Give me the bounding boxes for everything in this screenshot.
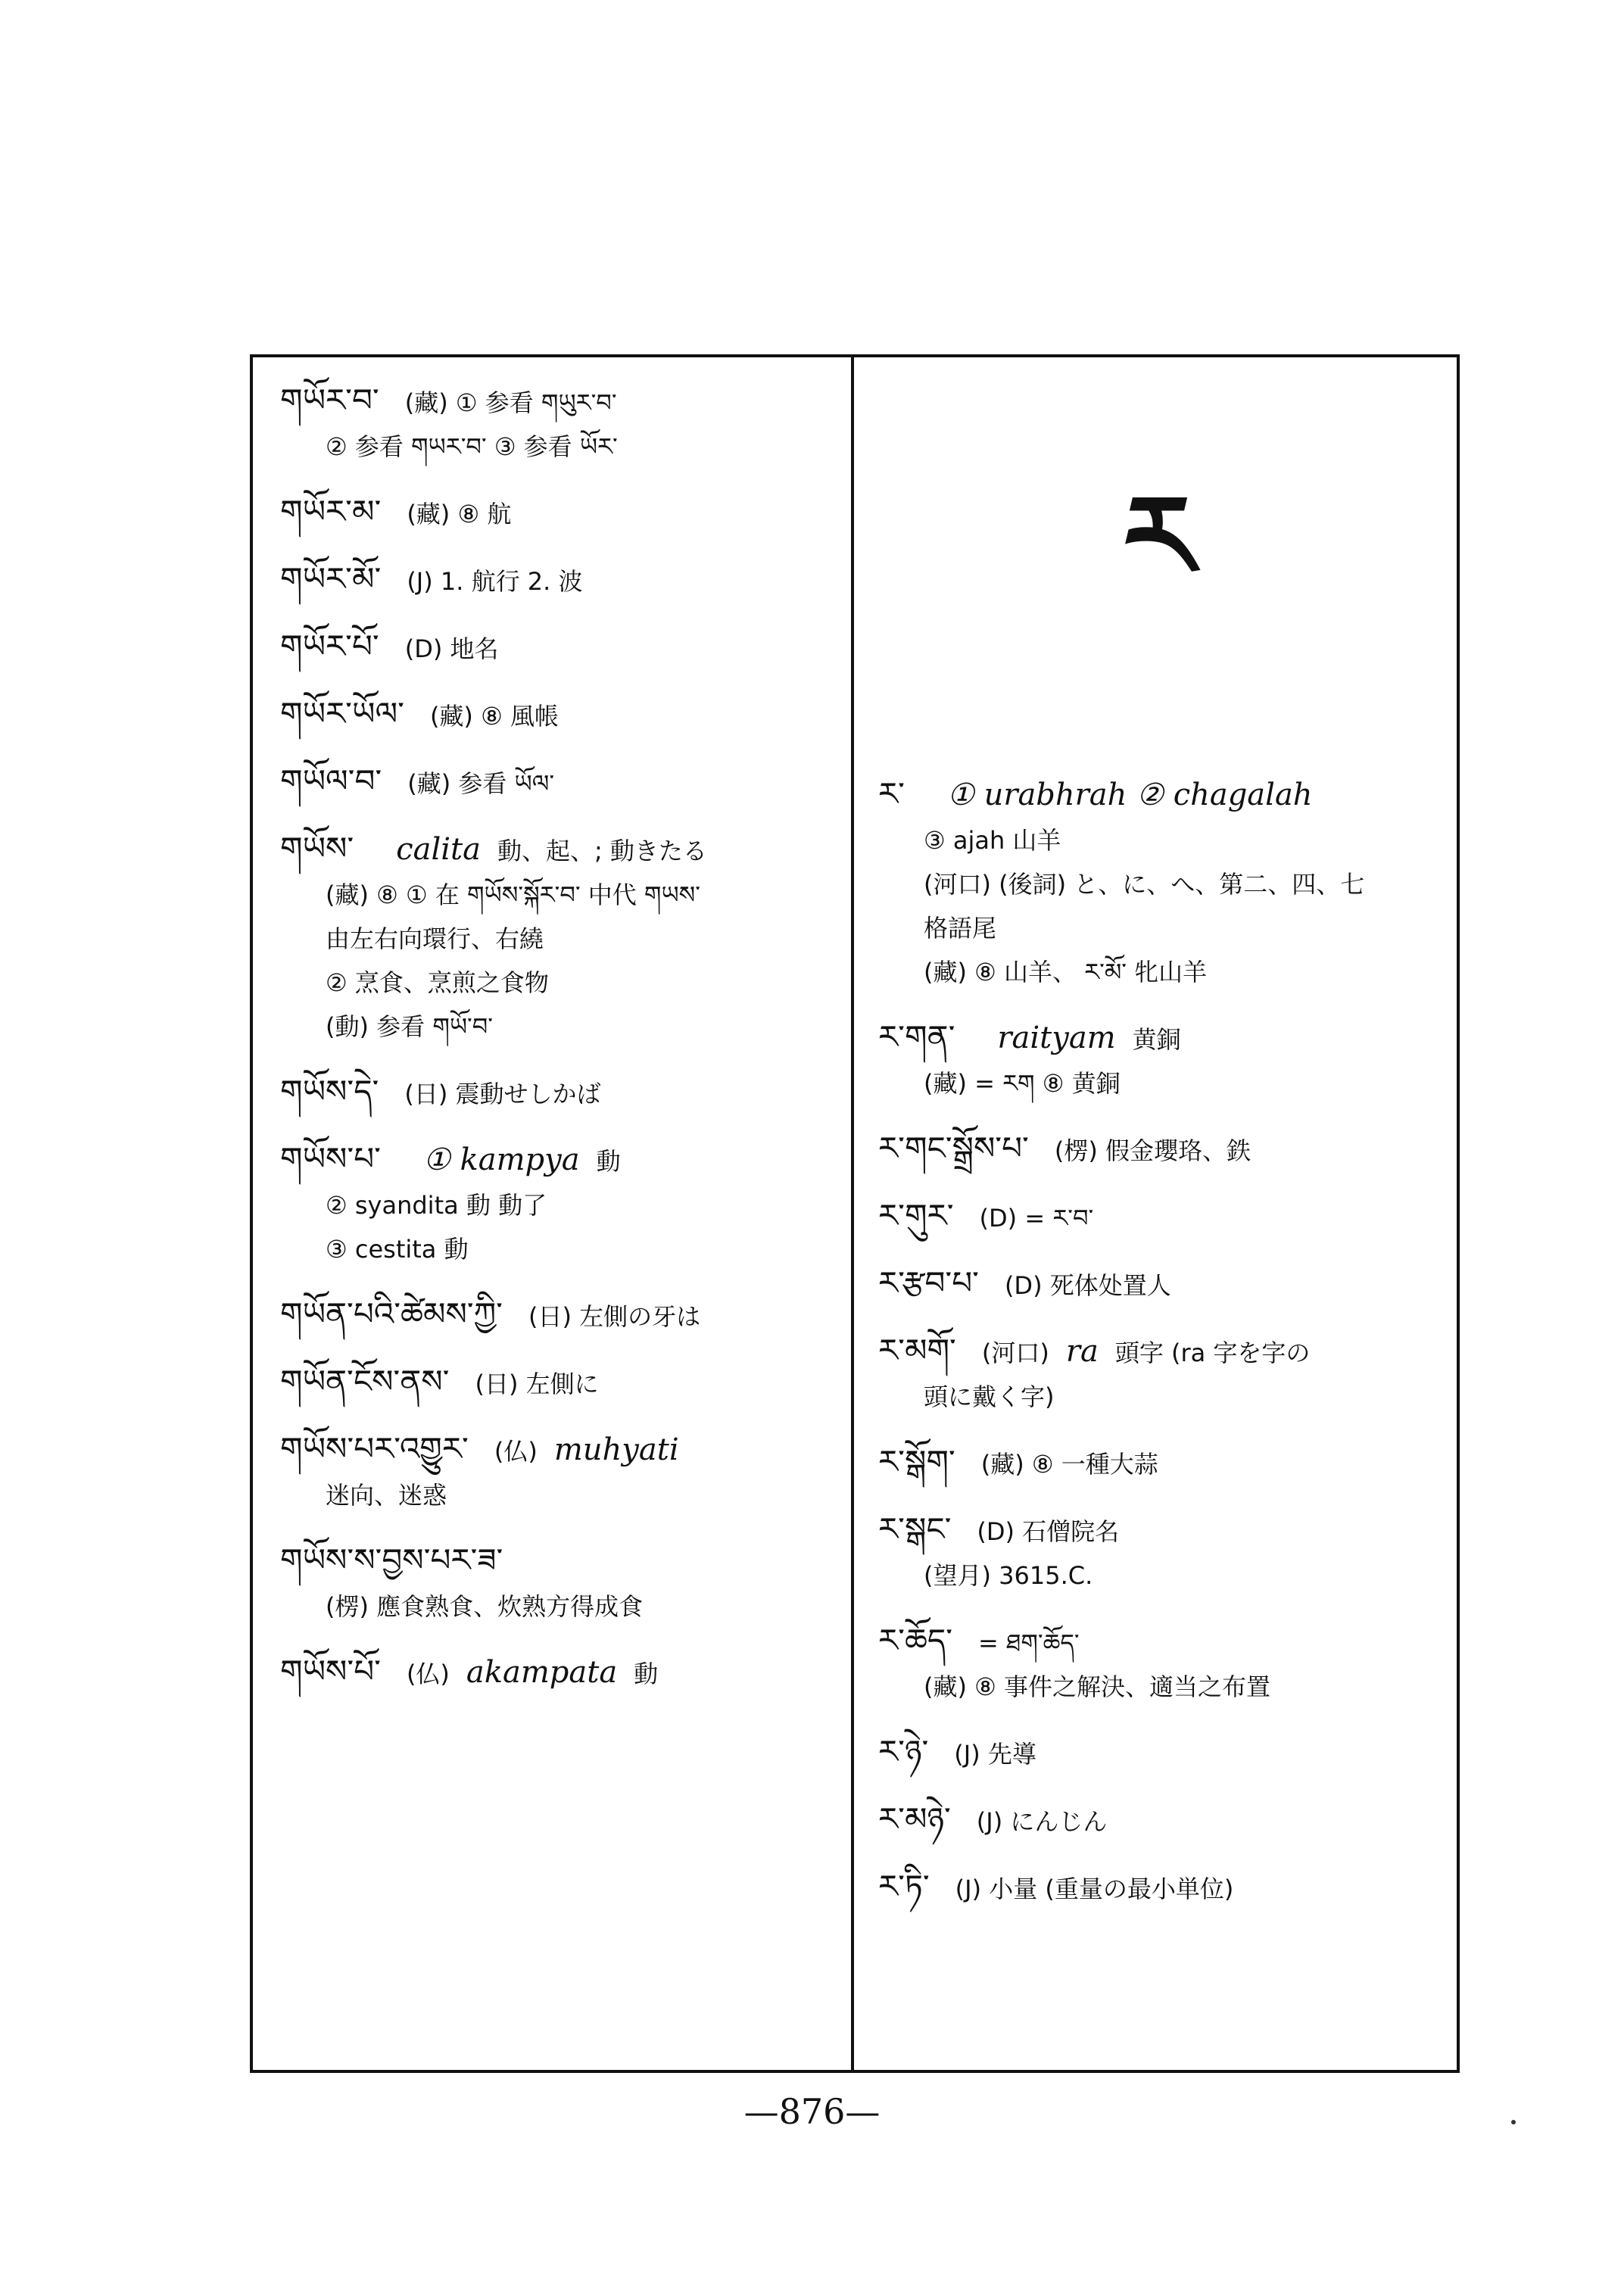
headword: ར་རྩབ་པ་ bbox=[878, 1264, 979, 1301]
definition-line: 頭字 (ra 字を字の bbox=[1114, 1339, 1311, 1367]
definition-line: ③ cestita 動 bbox=[326, 1235, 469, 1264]
definition-line: 格語尾 bbox=[924, 914, 997, 943]
definition-line: 動 bbox=[596, 1147, 621, 1176]
headword: གཡོས་དེ་ bbox=[280, 1073, 379, 1110]
definition-line: 動 bbox=[634, 1660, 659, 1688]
definition-line: (藏) ⑧ ① 在 གཡོས་སྐོར་བ་ 中代 གཡས་ bbox=[326, 881, 700, 909]
definition-line: (楞) 假金瓔珞、鉄 bbox=[1054, 1136, 1252, 1165]
dictionary-entry bbox=[878, 1329, 1439, 1419]
definition-line: (仏) bbox=[406, 1660, 450, 1688]
sanskrit-term: ra bbox=[1065, 1334, 1099, 1369]
definition-line: 黄銅 bbox=[1132, 1025, 1181, 1054]
dictionary-entry bbox=[878, 1440, 1439, 1486]
headword: གཡོས་པོ་ bbox=[280, 1653, 381, 1690]
headword: ར་གང་སྒྲོས་པ་ bbox=[878, 1130, 1029, 1167]
dictionary-entry bbox=[280, 490, 833, 536]
headword: གཡོས་པར་འགྱུར་ bbox=[280, 1430, 469, 1467]
definition-line: (日) 左側の牙は bbox=[528, 1302, 701, 1331]
sanskrit-term: ① urabhrah ② chagalah bbox=[947, 778, 1313, 812]
headword: ར་ཉེ་ bbox=[878, 1733, 929, 1770]
headword: ར་མཉེ་ bbox=[878, 1800, 951, 1837]
definition-line: (藏) ⑧ 山羊、 ར་མོ་ 牝山羊 bbox=[924, 958, 1208, 986]
dictionary-entry bbox=[878, 1797, 1439, 1844]
dictionary-entry bbox=[280, 557, 833, 603]
page-number: —876— bbox=[743, 2091, 881, 2132]
definition-line: (D) = ར་བ་ bbox=[979, 1204, 1094, 1233]
column-divider bbox=[851, 354, 854, 2073]
definition-line: ② syandita 動 動了 bbox=[326, 1191, 547, 1220]
headword: ར་གུར་ bbox=[878, 1197, 954, 1234]
definition-line: (藏) ⑧ 航 bbox=[407, 500, 512, 528]
definition-line: 頭に戴く字) bbox=[924, 1382, 1055, 1411]
headword: གཡོན་པའི་ཚེམས་ཀྱི་ bbox=[280, 1295, 503, 1332]
dictionary-entry bbox=[878, 1507, 1439, 1597]
dictionary-entry bbox=[280, 625, 833, 671]
headword: གཡོལ་བ་ bbox=[280, 762, 382, 799]
dictionary-entry bbox=[280, 1137, 833, 1271]
dictionary-entry bbox=[878, 1194, 1439, 1240]
headword: ར་མགོ་ bbox=[878, 1332, 956, 1369]
definition-line: (仏) bbox=[494, 1437, 538, 1466]
definition-line: (河口) (後詞) と、に、へ、第二、四、七 bbox=[924, 870, 1365, 899]
definition-line: (藏) 参看 ཡོལ་ bbox=[407, 769, 555, 798]
definition-line: (藏) ⑧ 風帳 bbox=[429, 702, 559, 731]
definition-line: ② 烹食、烹煎之食物 bbox=[326, 968, 549, 997]
definition-line: (望月) 3615.C. bbox=[924, 1561, 1093, 1590]
definition-line: (藏) = རག ⑧ 黄銅 bbox=[924, 1069, 1121, 1098]
dictionary-entry bbox=[280, 827, 833, 1049]
headword: གཡོར་བ་ bbox=[280, 382, 379, 419]
headword: ར་སྒོག་ bbox=[878, 1443, 955, 1480]
definition-line: (藏) ⑧ 事件之解決、適当之布置 bbox=[924, 1672, 1271, 1701]
headword: གཡོར་པོ་ bbox=[280, 628, 379, 665]
definition-line: (河口) bbox=[981, 1339, 1049, 1367]
headword: གཡོས་པ་ bbox=[280, 1140, 381, 1177]
definition-line: (日) 左側に bbox=[475, 1370, 599, 1398]
dictionary-entry bbox=[280, 1292, 833, 1339]
dictionary-entry bbox=[878, 1015, 1439, 1105]
dictionary-entry bbox=[280, 1360, 833, 1406]
definition-line: (J) 小量 (重量の最小単位) bbox=[955, 1875, 1234, 1903]
definition-line: (楞) 應食熟食、炊熟方得成食 bbox=[326, 1592, 644, 1621]
definition-line: (J) 1. 航行 2. 波 bbox=[407, 567, 583, 596]
dictionary-entry bbox=[878, 1730, 1439, 1776]
definition-line: = ཐག་ཆོད་ bbox=[978, 1629, 1080, 1657]
dictionary-entry bbox=[280, 379, 833, 469]
sanskrit-term: raityam bbox=[997, 1021, 1116, 1055]
definition-line: 由左右向環行、右繞 bbox=[326, 924, 544, 953]
dictionary-entry bbox=[280, 1538, 833, 1629]
definition-line: ② 参看 གཡར་བ་ ③ 参看 ཡོར་ bbox=[326, 432, 618, 461]
sanskrit-term: muhyati bbox=[553, 1432, 679, 1467]
definition-line: 動、起、; 動きたる bbox=[497, 837, 707, 865]
left-column bbox=[280, 379, 833, 1717]
headword: གཡོན་ངོས་ནས་ bbox=[280, 1363, 450, 1400]
definition-line: 迷向、迷惑 bbox=[326, 1481, 447, 1510]
dictionary-entry bbox=[878, 1261, 1439, 1308]
section-letter-heading: ར bbox=[1123, 472, 1194, 603]
headword: ར་གན་ bbox=[878, 1018, 955, 1055]
definition-line: (日) 震動せしかば bbox=[404, 1080, 601, 1108]
headword: གཡོར་མོ་ bbox=[280, 560, 382, 597]
definition-line: (D) 石僧院名 bbox=[977, 1517, 1120, 1546]
dictionary-entry bbox=[878, 1127, 1439, 1173]
dictionary-entry bbox=[280, 1070, 833, 1116]
definition-line: ③ ajah 山羊 bbox=[924, 826, 1061, 855]
dictionary-entry bbox=[280, 759, 833, 806]
sanskrit-term: ① kampya bbox=[422, 1142, 580, 1177]
headword: ར་ཏི་ bbox=[878, 1868, 930, 1905]
dictionary-entry bbox=[280, 1427, 833, 1517]
dictionary-entry bbox=[878, 772, 1439, 994]
definition-line: (J) にんじん bbox=[976, 1807, 1108, 1836]
definition-line: (D) 地名 bbox=[404, 634, 499, 663]
headword: གཡོས་ས་བྱས་པར་ཟ་ bbox=[280, 1541, 503, 1579]
dictionary-entry bbox=[280, 692, 833, 738]
headword: ར་སྒང་ bbox=[878, 1510, 952, 1548]
sanskrit-term: akampata bbox=[466, 1655, 618, 1690]
dictionary-entry bbox=[280, 1650, 833, 1696]
definition-line: (動) 参看 གཡོ་བ་ bbox=[326, 1012, 493, 1041]
headword: གཡོས་ bbox=[280, 830, 354, 867]
headword: ར་ཆོད་ bbox=[878, 1622, 953, 1659]
dictionary-entry bbox=[878, 1865, 1439, 1911]
definition-line: (D) 死体处置人 bbox=[1004, 1271, 1171, 1300]
headword: ར་ bbox=[878, 775, 905, 812]
sanskrit-term: calita bbox=[396, 832, 481, 867]
headword: གཡོར་མ་ bbox=[280, 493, 382, 530]
right-column bbox=[878, 379, 1439, 1932]
definition-line: (藏) ⑧ 一種大蒜 bbox=[980, 1450, 1158, 1479]
headword: གཡོར་ཡོལ་ bbox=[280, 695, 404, 732]
scan-speck bbox=[1511, 2120, 1516, 2124]
definition-line: (藏) ① 参看 གཡུར་བ་ bbox=[404, 388, 617, 417]
dictionary-entry bbox=[878, 1619, 1439, 1709]
definition-line: (J) 先導 bbox=[954, 1740, 1036, 1769]
